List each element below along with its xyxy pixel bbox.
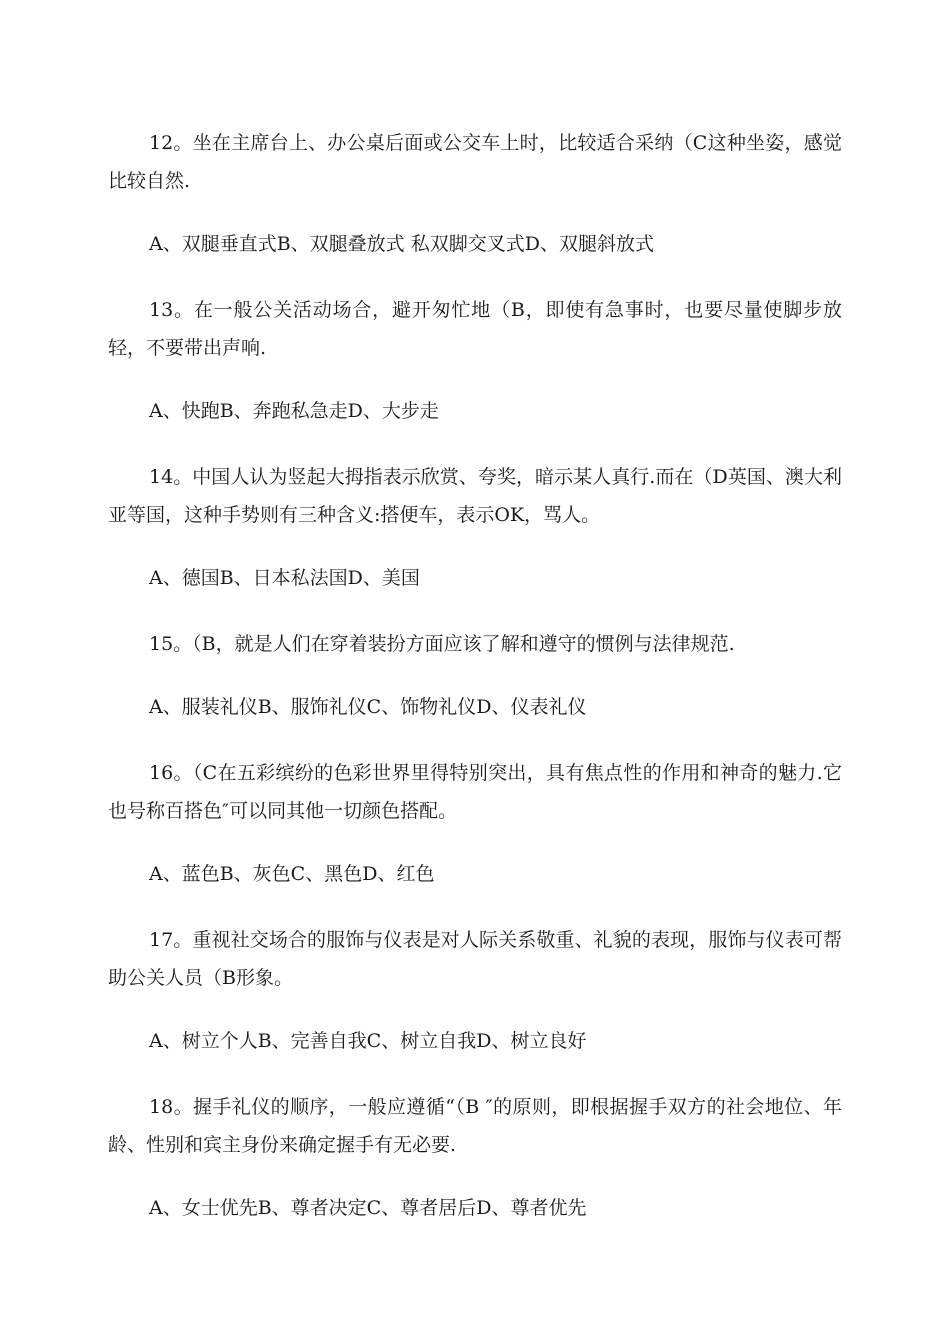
options-17: A、树立个人B、完善自我C、树立自我D、树立良好 — [149, 1030, 587, 1052]
question-12: 12。坐在主席台上、办公桌后面或公交车上时，比较适合采纳（C这种坐姿，感觉比较自然. — [108, 132, 842, 192]
options-12: A、双腿垂直式B、双腿叠放式 私双脚交叉式D、双腿斜放式 — [149, 233, 654, 255]
question-18: 18。握手礼仪的顺序，一般应遵循“（B ″的原则，即根据握手双方的社会地位、年龄、性别和宾主身份来确定握手有无必要. — [108, 1096, 842, 1156]
question-13: 13。在一般公关活动场合，避开匆忙地（B，即使有急事时，也要尽量使脚步放轻，不要带出声响. — [108, 299, 842, 359]
question-14: 14。中国人认为竖起大拇指表示欣赏、夸奖，暗示某人真行.而在（D英国、澳大利亚等国，这种手势则有三种含义:搭便车，表示OK，骂人。 — [108, 466, 842, 526]
options-18: A、女士优先B、尊者决定C、尊者居后D、尊者优先 — [149, 1197, 587, 1219]
question-17: 17。重视社交场合的服饰与仪表是对人际关系敬重、礼貌的表现，服饰与仪表可帮助公关人员（B形象。 — [108, 929, 842, 989]
question-15: 15。（B，就是人们在穿着装扮方面应该了解和遵守的惯例与法律规范. — [149, 633, 735, 655]
question-16: 16。（C在五彩缤纷的色彩世界里得特别突出，具有焦点性的作用和神奇的魅力.它也号称百搭色″可以同其他一切颜色搭配。 — [108, 762, 842, 822]
options-16: A、蓝色B、灰色C、黑色D、红色 — [149, 863, 435, 885]
options-15: A、服装礼仪B、服饰礼仪C、饰物礼仪D、仪表礼仪 — [149, 696, 587, 718]
options-13: A、快跑B、奔跑私急走D、大步走 — [149, 400, 439, 422]
options-14: A、德国B、日本私法国D、美国 — [149, 567, 420, 589]
document-page — [108, 124, 842, 1227]
